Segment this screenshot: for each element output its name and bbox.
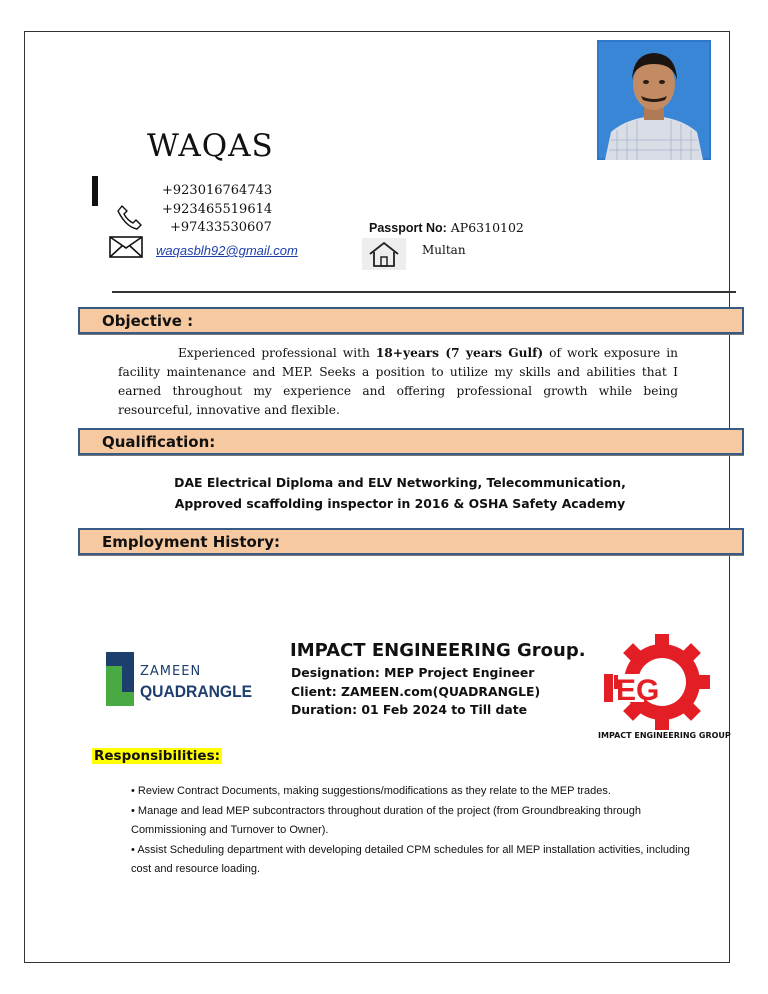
passport-number: AP6310102 [450,220,524,235]
zameen-logo-text-top: ZAMEEN [140,664,202,679]
section-header-qualification [78,428,744,455]
home-icon [362,238,406,270]
section-title: Objective : [102,312,194,330]
list-item: • Assist Scheduling department with developing detailed CPM schedules for all MEP installation activities, including cost and resource loading. [131,843,690,875]
passport-label: Passport No: [369,221,447,235]
zameen-logo-mark [106,652,136,706]
decorative-bar [92,176,98,206]
phone-number-1[interactable]: +923016764743 [162,183,273,198]
email-link[interactable]: waqasblh92@gmail.com [156,243,298,258]
objective-text-after: of work exposure in facility maintenance and MEP. Seeks a position to utilize my skills and abilities that I earned throughout my experience and offering professional growth while being resourceful, innovative and flexible. [118,346,678,417]
experience-highlight: 18+years (7 years Gulf) [375,346,544,360]
ieg-gear-logo [598,632,710,732]
responsibility-text: Manage and lead MEP subcontractors throughout duration of the project (from Groundbreaking through Commissioning and Turnover to Owner). [131,804,641,836]
qualification-line-1: DAE Electrical Diploma and ELV Networking, Telecommunication, [174,475,626,490]
section-title: Qualification: [102,433,216,451]
section-header-objective [78,307,744,334]
company-name: IMPACT ENGINEERING Group. [290,640,586,661]
list-item: • Review Contract Documents, making suggestions/modifications as they relate to the MEP trades. [131,785,611,797]
zameen-quadrangle-logo [106,652,253,708]
phone-number-3[interactable]: +97433530607 [170,220,272,235]
qualification-text [140,472,660,514]
city-label: Multan [422,243,466,257]
phone-icon [116,203,144,231]
candidate-name: WAQAS [147,128,274,164]
qualification-line-2: Approved scaffolding inspector in 2016 & OSHA Safety Academy [174,496,626,511]
ieg-logo-caption: IMPACT ENGINEERING GROUP [598,731,731,740]
ieg-logo-text: EG [616,674,660,707]
section-header-employment [78,528,744,555]
responsibility-text: Assist Scheduling department with developing detailed CPM schedules for all MEP installation activities, including cost and resource loading. [131,843,690,875]
profile-photo [597,40,711,160]
objective-text [118,344,678,420]
section-title: Employment History: [102,533,280,551]
client: Client: ZAMEEN.com(QUADRANGLE) [291,684,541,699]
phone-number-2[interactable]: +923465519614 [162,202,273,217]
mail-icon [109,236,143,258]
responsibility-text: Review Contract Documents, making suggestions/modifications as they relate to the MEP trades. [137,785,611,797]
responsibilities-list [131,782,691,880]
zameen-logo-text-bottom: QUADRANGLE [140,682,253,701]
list-item: • Manage and lead MEP subcontractors throughout duration of the project (from Groundbreaking through Commissioning and Turnover to Owner). [131,804,641,836]
passport-info [369,220,524,235]
objective-text-before: Experienced professional with [178,346,376,360]
designation: Designation: MEP Project Engineer [291,665,535,680]
header-divider [112,291,736,293]
responsibilities-label: Responsibilities: [94,748,221,764]
duration: Duration: 01 Feb 2024 to Till date [291,702,528,717]
